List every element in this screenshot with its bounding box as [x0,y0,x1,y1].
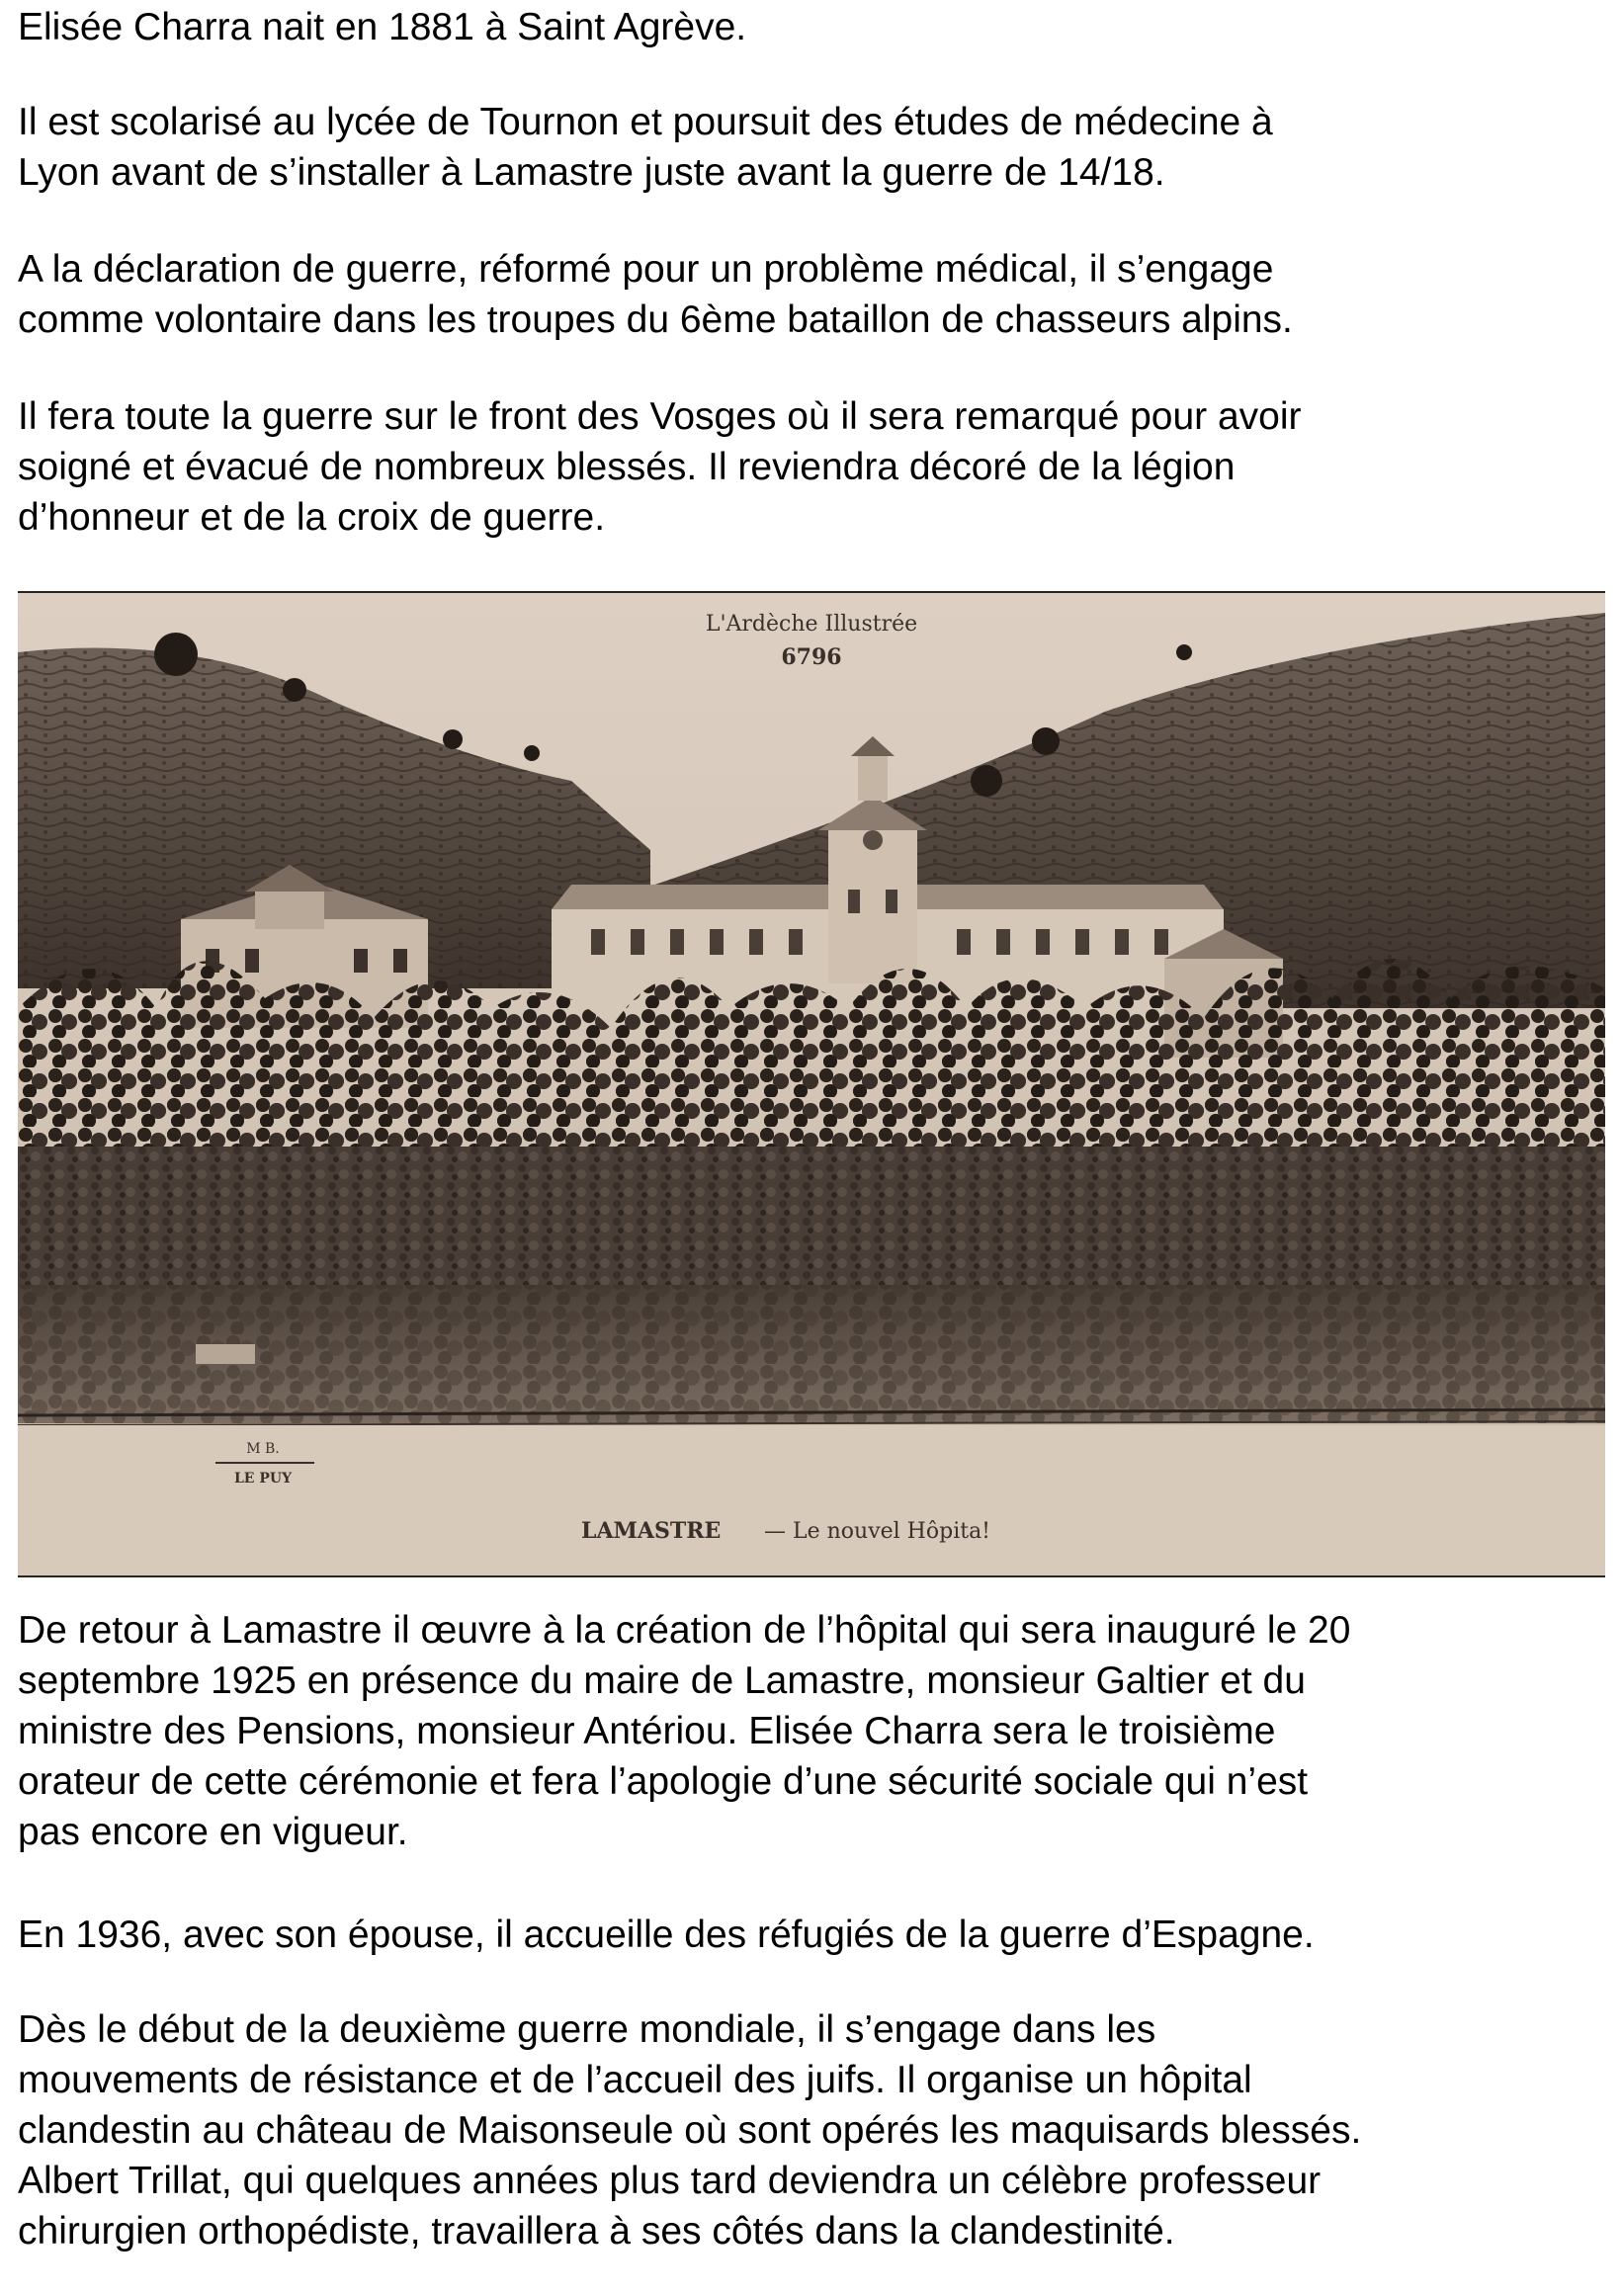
text-line: Lyon avant de s’installer à Lamastre juste avant la guerre de 14/18. [18,151,1165,194]
paragraph-studies [18,97,1273,198]
paragraph-1936 [18,1910,1315,1960]
text-line: mouvements de résistance et de l’accueil des juifs. Il organise un hôpital [18,2059,1252,2101]
postcard-publisher: L'Ardèche Illustrée [705,612,918,637]
text-line: Elisée Charra nait en 1881 à Saint Agrève. [18,6,747,48]
text-line: soigné et évacué de nombreux blessés. Il reviendra décoré de la légion [18,446,1236,488]
paragraph-vosges [18,391,1302,543]
paragraph-war-volunteer [18,244,1293,345]
postcard-caption-place: LAMASTRE [581,1518,722,1544]
postcard-imprint-mark: M B. [246,1441,280,1457]
text-line: comme volontaire dans les troupes du 6ème bataillon de chasseurs alpins. [18,298,1293,341]
text-line: Il est scolarisé au lycée de Tournon et poursuit des études de médecine à [18,101,1273,143]
text-line: d’honneur et de la croix de guerre. [18,496,606,539]
paragraph-birth [18,2,746,52]
text-line: orateur de cette cérémonie et fera l’apologie d’une sécurité sociale qui n’est [18,1760,1309,1803]
text-line: Dès le début de la deuxième guerre mondiale, il s’engage dans les [18,2008,1156,2051]
text-line: chirurgien orthopédiste, travaillera à ses côtés dans la clandestinité. [18,2210,1175,2253]
text-line: septembre 1925 en présence du maire de Lamastre, monsieur Galtier et du [18,1659,1306,1702]
text-line: clandestin au château de Maisonseule où sont opérés les maquisards blessés. [18,2109,1362,2152]
postcard-illustration [18,593,1605,1575]
text-line: pas encore en vigueur. [18,1811,408,1853]
text-line: ministre des Pensions, monsieur Antériou. Elisée Charra sera le troisième [18,1710,1276,1752]
text-line: En 1936, avec son épouse, il accueille des réfugiés de la guerre d’Espagne. [18,1913,1315,1956]
text-line: Il fera toute la guerre sur le front des Vosges où il sera remarqué pour avoir [18,395,1302,438]
text-line: Albert Trillat, qui quelques années plus tard deviendra un célèbre professeur [18,2160,1322,2202]
paragraph-resistance [18,2004,1361,2256]
text-line: A la déclaration de guerre, réformé pour un problème médical, il s’engage [18,248,1274,291]
postcard-number: 6796 [781,644,842,670]
postcard-imprint-city: LE PUY [233,1471,293,1487]
postcard-photo [18,591,1605,1577]
paragraph-hospital [18,1605,1350,1857]
text-line: De retour à Lamastre il œuvre à la création de l’hôpital qui sera inauguré le 20 [18,1609,1351,1652]
postcard-caption-title: — Le nouvel Hôpita! [764,1519,991,1544]
